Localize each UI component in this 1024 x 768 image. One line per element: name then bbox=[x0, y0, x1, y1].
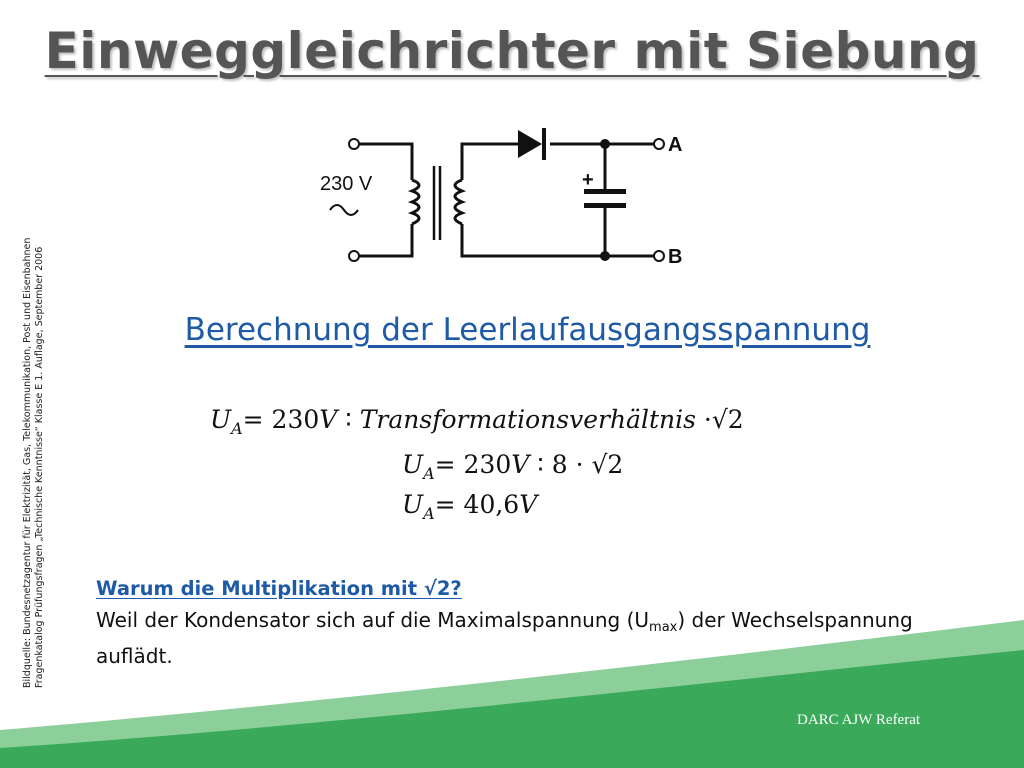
circuit-wires bbox=[330, 144, 655, 256]
terminal-a-label: A bbox=[668, 134, 683, 156]
formula-result: $U_A= 40,6V$ bbox=[402, 490, 538, 523]
question-heading: Warum die Multiplikation mit √2? bbox=[96, 577, 462, 600]
circuit-components bbox=[349, 128, 664, 261]
formula-general: $U_A= 230V$ ∶ Transformationsverhältnis ·√2 bbox=[210, 405, 744, 438]
caption-line-2: Fragenkatalog Prüfungsfragen „Technische Kenntnisse“ Klasse E 1. Auflage, September 2006 bbox=[34, 246, 45, 688]
footer-decoration bbox=[0, 620, 1024, 768]
terminal-b-label: B bbox=[668, 246, 683, 268]
section-heading: Berechnung der Leerlaufausgangsspannung bbox=[184, 312, 871, 348]
diode-icon bbox=[518, 130, 542, 158]
source-voltage-label: 230 V bbox=[320, 173, 373, 195]
footer-label: DARC AJW Referat bbox=[797, 712, 921, 728]
rectifier-circuit-diagram bbox=[310, 118, 705, 276]
caption-line-1: Bildquelle: Bundesnetzagentur für Elektrizität, Gas, Telekommunikation, Post und Eisenbahnen bbox=[22, 237, 33, 688]
formula-substituted: $U_A= 230V$ ∶ 8 · √2 bbox=[402, 450, 624, 483]
answer-text: Weil der Kondensator sich auf die Maximalspannung $(U_{max})$ der Wechselspannung auflädt. bbox=[96, 608, 913, 668]
image-source-caption bbox=[22, 168, 46, 688]
capacitor-plus-label: + bbox=[582, 169, 594, 191]
slide-title: Einweggleichrichter mit Siebung bbox=[44, 22, 980, 80]
